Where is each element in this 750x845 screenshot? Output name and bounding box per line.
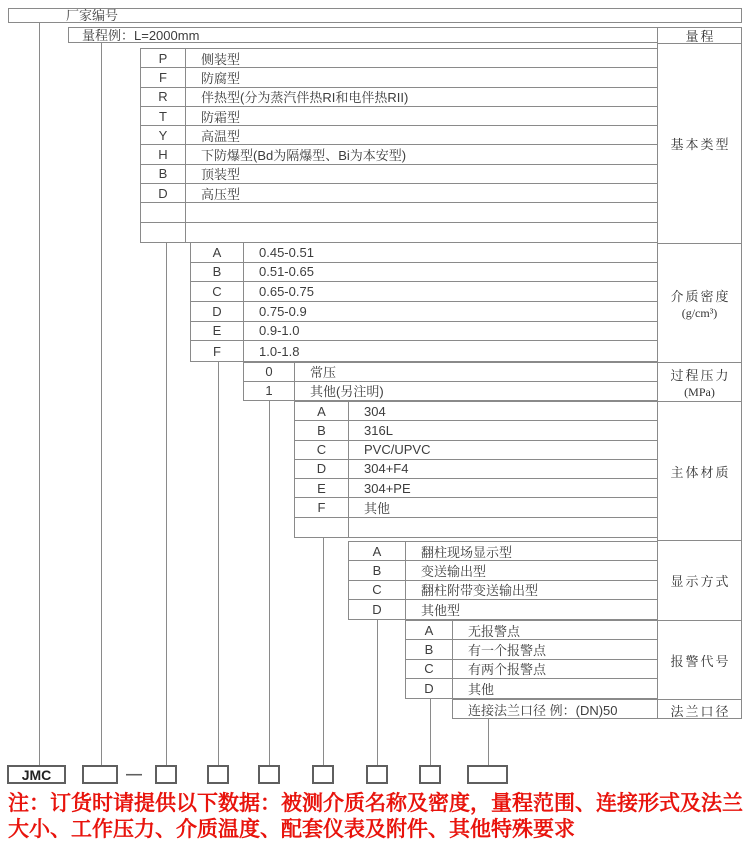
connector-line-basic-type [166,243,167,765]
row-desc: 变送输出型 [421,563,487,579]
table-row [141,68,657,87]
model-code-box-body-material [312,765,334,784]
ordering-note-line2: 大小、工作压力、介质温度、配套仪表及附件、其他特殊要求 [8,818,575,841]
table-row [295,498,657,517]
category-body-material-text: 主体材质 [670,464,731,480]
row-desc: 下防爆型(Bd为隔爆型、Bi为本安型) [201,148,407,164]
row-desc: 伴热型(分为蒸汽伴热RI和电伴热RII) [201,90,409,106]
category-basic-type [658,44,741,244]
row-desc: 高温型 [201,128,241,144]
table-row [191,243,657,263]
table-row [141,126,657,145]
row-code: A [295,402,349,420]
table-row [141,223,657,242]
row-desc: 其他(另注明) [310,384,384,400]
model-code-box-process-pressure [258,765,280,784]
ordering-note [8,791,743,843]
table-row [141,88,657,107]
row-code: D [406,679,453,698]
connector-line-process-pressure [269,401,270,765]
row-code [141,203,186,221]
category-range-text: 量程 [685,29,716,44]
row-desc: 有两个报警点 [468,662,547,678]
table-alarm-code [405,620,658,699]
row-code: B [349,561,406,579]
table-row [191,302,657,322]
row-desc: 侧装型 [201,51,241,67]
flange-size-text: 连接法兰口径 例：(DN)50 [468,702,618,718]
table-row [191,282,657,302]
flange-size-row [452,699,658,719]
row-code: D [191,302,244,321]
category-process-pressure-text: 过程压力 [670,367,731,383]
row-desc: 其他型 [421,602,461,618]
ordering-note-line1: 注：订货时请提供以下数据：被测介质名称及密度，量程范围、连接形式及法兰 [8,792,743,815]
row-desc: 顶装型 [201,167,241,183]
row-code: P [141,49,186,67]
table-body-material [294,401,658,538]
manufacturer-number-label: 厂家编号 [66,8,119,23]
model-code-box-basic-type [155,765,177,784]
table-row [349,600,657,619]
connector-line-range [101,43,102,765]
connector-line-display-mode [377,620,378,765]
table-row [349,561,657,580]
row-code: F [191,341,244,361]
table-basic-type [140,48,658,243]
model-prefix-box [7,765,66,784]
row-desc: 1.0-1.8 [259,343,300,359]
table-display-mode [348,541,658,620]
table-row [141,145,657,164]
row-desc: 无报警点 [468,623,521,639]
table-row [406,621,657,640]
connector-line-body-material [323,538,324,765]
row-code: F [141,68,186,86]
category-alarm-code-text: 报警代号 [670,653,731,669]
model-code-box-alarm-code [419,765,441,784]
row-code: C [191,282,244,301]
table-row [141,165,657,184]
row-desc: 其他 [468,681,495,697]
row-desc: 常压 [310,365,337,381]
row-code: E [191,322,244,341]
row-desc: PVC/UPVC [364,442,431,458]
table-row [295,518,657,537]
row-code: B [406,640,453,658]
row-code: R [141,88,186,106]
row-code [141,223,186,242]
table-row [349,542,657,561]
row-desc: 0.51-0.65 [259,264,314,280]
table-process-pressure [243,362,658,401]
row-desc [349,518,657,537]
connector-line-manufacturer [39,23,40,765]
category-body-material [658,402,741,541]
row-code: A [349,542,406,560]
row-code: 1 [244,382,295,401]
table-row [141,203,657,222]
table-row [295,460,657,479]
model-code-box-display-mode [366,765,388,784]
row-code: H [141,145,186,163]
category-flange-size-text: 法兰口径 [670,703,731,719]
category-basic-type-text: 基本类型 [670,137,731,152]
row-desc: 高压型 [201,186,241,202]
table-row [295,402,657,421]
table-row [244,363,657,382]
table-row [141,49,657,68]
connector-line-flange-size [488,719,489,765]
row-desc: 0.45-0.51 [259,244,314,260]
table-row [295,421,657,440]
row-desc: 防霜型 [201,109,241,125]
table-row [406,679,657,698]
row-desc: 304+F4 [364,461,409,477]
category-medium-density-text: 介质密度 [670,288,731,304]
row-desc: 翻柱现场显示型 [421,544,513,560]
row-desc: 翻柱附带变送输出型 [421,583,539,599]
row-code: E [295,479,349,497]
model-code-box-medium-density [207,765,229,784]
category-label-column [657,27,742,719]
table-row [406,660,657,679]
row-desc: 0.65-0.75 [259,284,314,300]
row-desc: 304+PE [364,480,411,496]
category-flange-size [658,700,741,720]
row-desc [186,203,657,221]
category-medium-density-unit: (g/cm³) [681,305,718,320]
row-code: C [406,660,453,678]
table-row [191,263,657,283]
table-row [295,479,657,498]
row-code: C [349,581,406,599]
row-code: 0 [244,363,295,381]
table-row [349,581,657,600]
category-process-pressure [658,363,741,402]
table-row [191,341,657,361]
model-code-box-flange-size [467,765,508,784]
category-display-mode [658,541,741,621]
row-desc: 304 [364,403,386,419]
row-code: B [295,421,349,439]
category-display-mode-text: 显示方式 [670,574,731,589]
row-code: Y [141,126,186,144]
table-row [141,107,657,126]
row-desc [186,223,657,242]
connector-line-medium-density [218,362,219,765]
row-code [295,518,349,537]
model-code-box-range [82,765,118,784]
row-desc: 其他 [364,501,391,517]
category-alarm-code [658,621,741,700]
row-code: F [295,498,349,516]
row-desc: 防腐型 [201,70,241,86]
table-row [295,441,657,460]
row-code: T [141,107,186,125]
row-code: C [295,441,349,459]
model-separator-dash: — [126,765,142,783]
row-desc: 316L [364,422,393,438]
row-code: B [141,165,186,183]
manufacturer-number-row [8,8,742,23]
row-code: A [191,243,244,262]
row-desc: 有一个报警点 [468,642,547,658]
row-desc: 0.75-0.9 [259,303,307,319]
row-code: D [295,460,349,478]
row-code: D [349,600,406,619]
row-desc: 0.9-1.0 [259,323,300,339]
row-code: B [191,263,244,282]
row-code: A [406,621,453,639]
category-medium-density [658,244,741,363]
category-process-pressure-unit: (MPa) [684,384,715,399]
table-medium-density [190,242,658,362]
connector-line-alarm-code [430,699,431,765]
row-code: D [141,184,186,202]
table-row [244,382,657,401]
table-row [406,640,657,659]
category-range [658,28,741,44]
model-prefix-text: JMC [21,766,52,783]
table-row [191,322,657,342]
range-example-label: 量程例：L=2000mm [82,27,200,43]
table-row [141,184,657,203]
range-example-row [68,27,658,43]
